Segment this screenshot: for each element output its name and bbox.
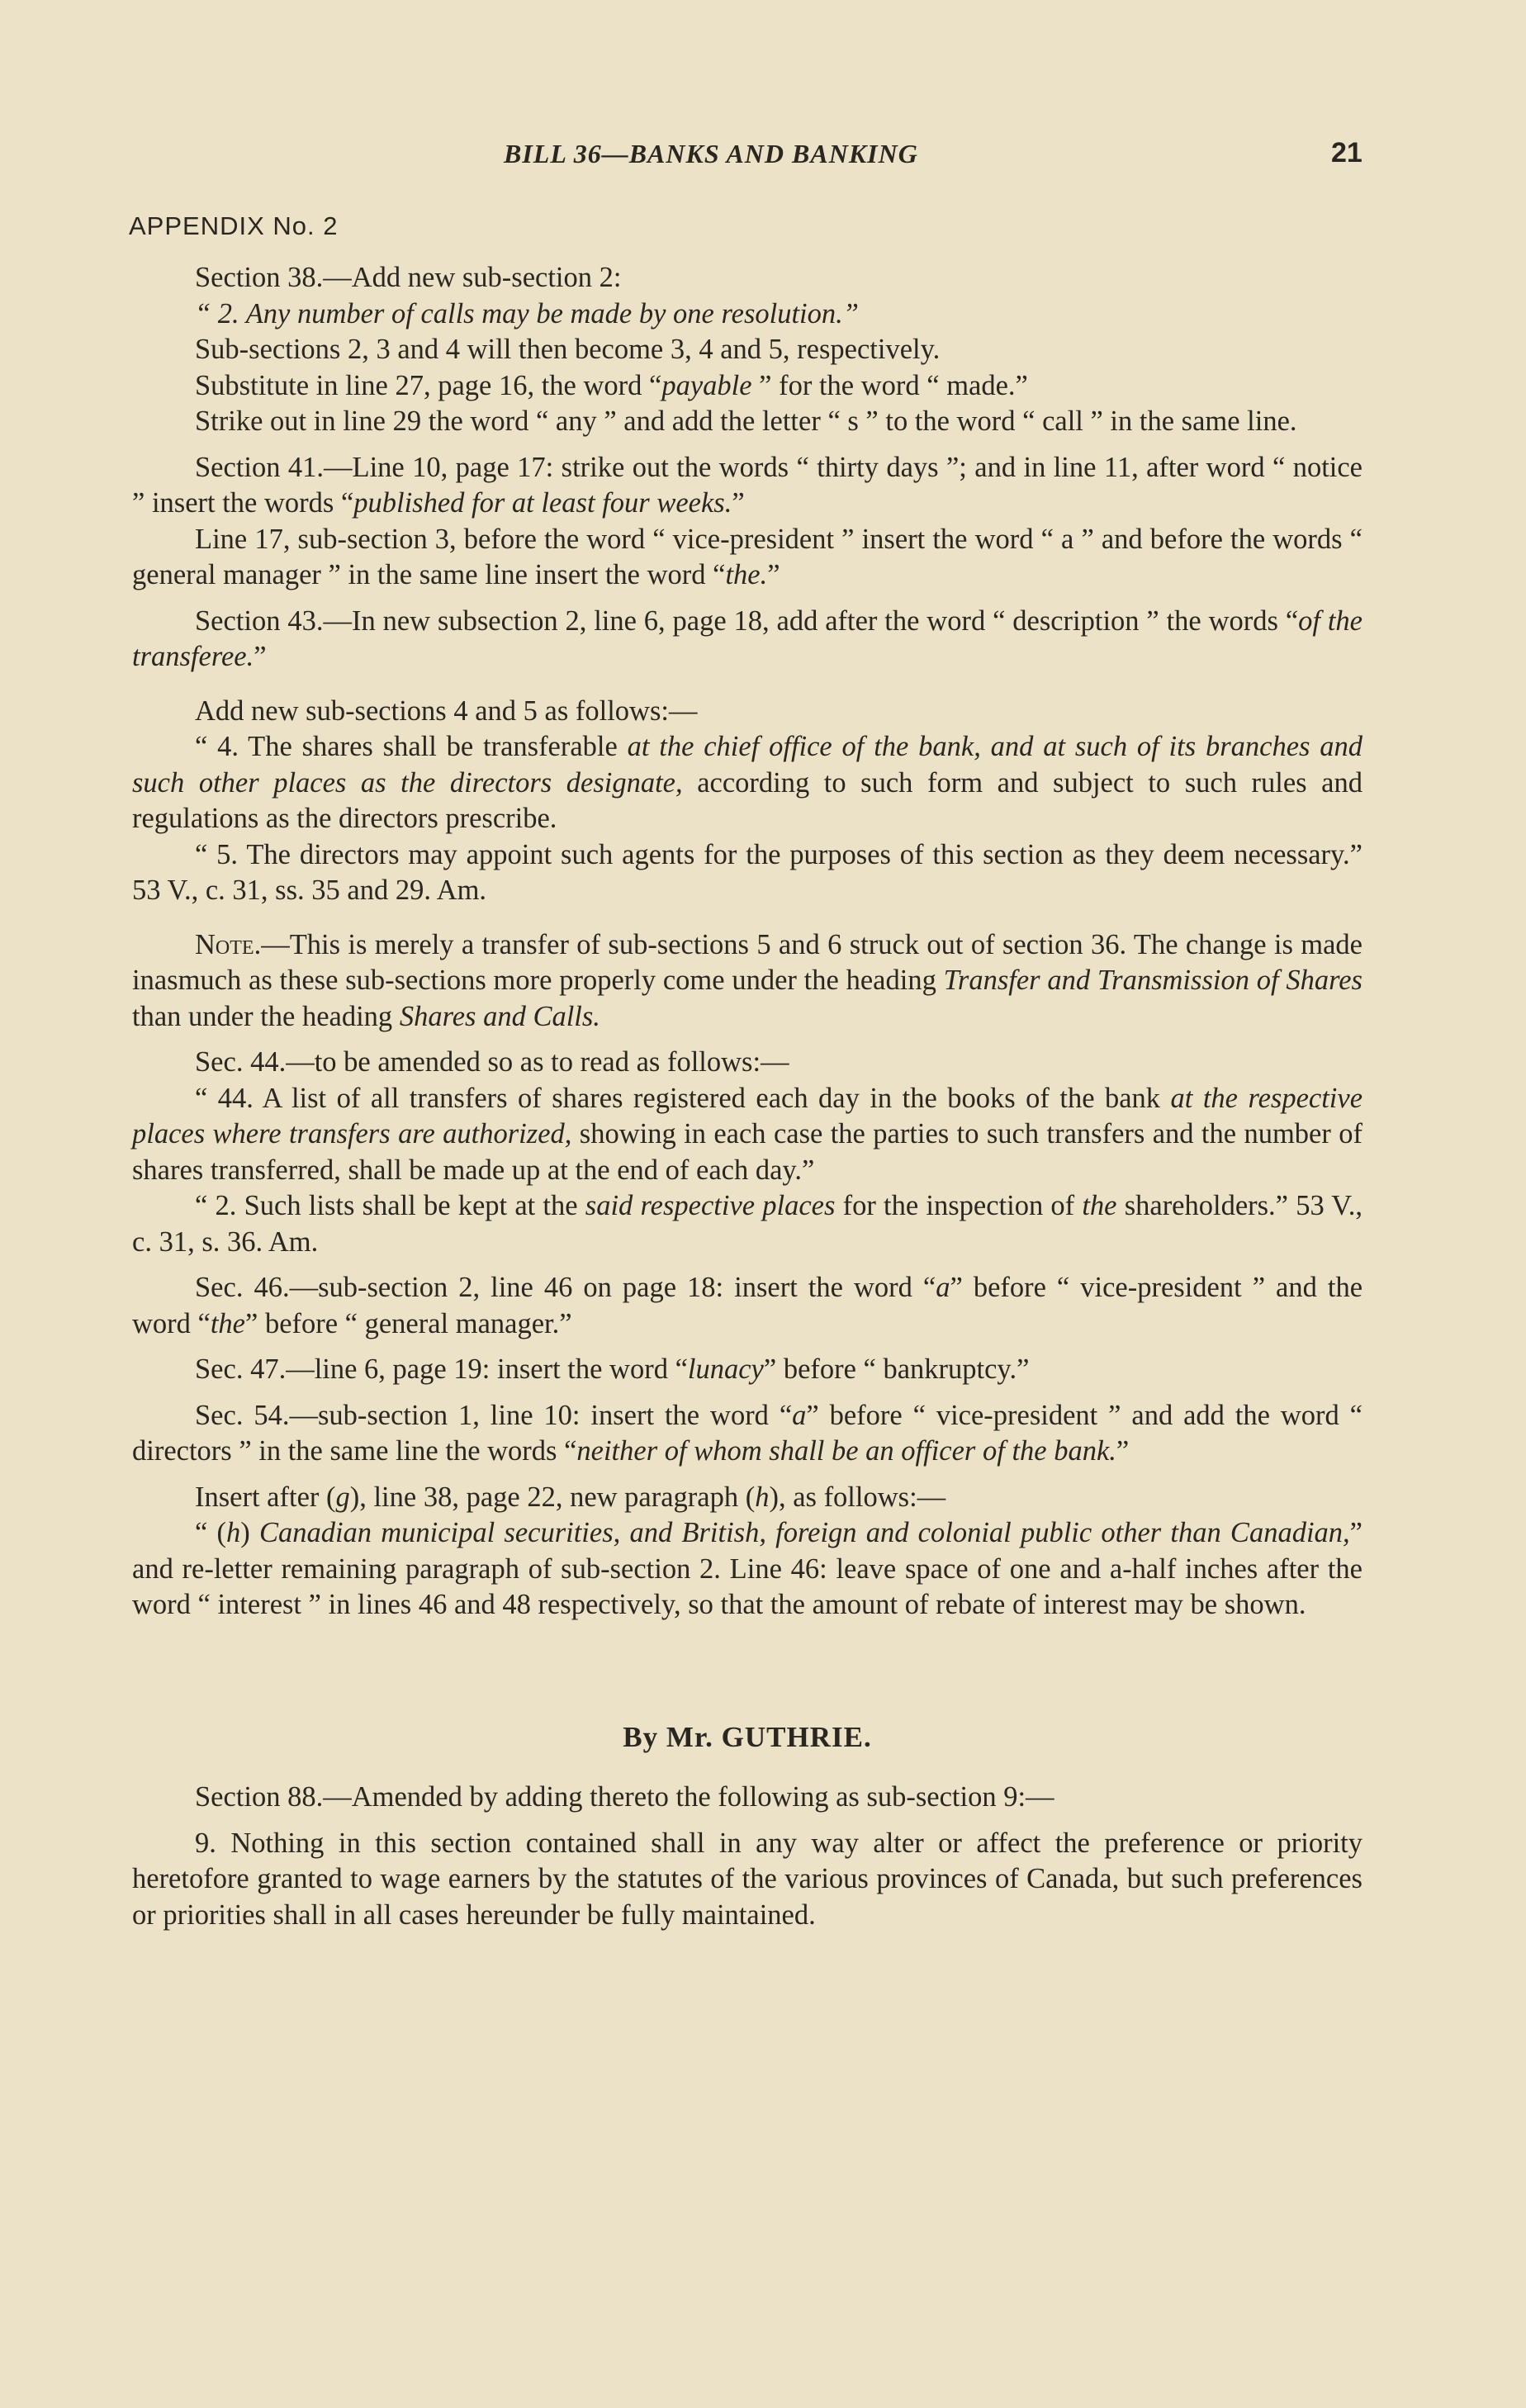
paragraph-sec-54: Sec. 54.—sub-section 1, line 10: insert the word “a” before “ vice-president ” and add the word “ directors ” in the same line the words “neither of whom shall be an officer of the bank.” (132, 1399, 1362, 1467)
paragraph-sec-44: Sec. 44.—to be amended so as to read as follows:— (195, 1046, 789, 1078)
paragraph-sec-46: Sec. 46.—sub-section 2, line 46 on page 18: insert the word “a” before “ vice-president ” and the word “the” before “ general manager.” (132, 1272, 1363, 1339)
paragraph-44-quote: “ 44. A list of all transfers of shares registered each day in the books of the bank at the respective places where transfers are authorized, showing in each case the parties to such transfers and the number of shares transferred, shall be made up at the end of each day.” (132, 1082, 1363, 1186)
paragraph-add-subsections: Add new sub-sections 4 and 5 as follows:— (195, 694, 698, 727)
paragraph-section-38: Section 38.—Add new sub-section 2: (195, 262, 622, 293)
paragraph-subsection-2-quote: “ 2. Any number of calls may be made by one resolution.” (195, 297, 859, 329)
paragraph-h-quote: “ (h) Canadian municipal securities, and British, foreign and colonial public other than Canadian,” and re-letter remaining paragraph of sub-section 2. Line 46: leave space of one and a-half inches after the word “ interest ” in lines 46 and 48 respectively, so that the amount of rebate of interest may be shown. (132, 1517, 1362, 1620)
paragraph-subsection-4: “ 4. The shares shall be transferable at the chief office of the bank, and at such of its branches and such other places as the directors designate, according to such form and subject to such rules and regulations as the directors prescribe. (132, 731, 1362, 834)
paragraph-section-88: Section 88.—Amended by adding thereto the following as sub-section 9:— (195, 1781, 1054, 1813)
appendix-label: APPENDIX No. 2 (129, 211, 339, 240)
page-number: 21 (1331, 137, 1362, 168)
paragraph-substitute: Substitute in line 27, page 16, the word “payable ” for the word “ made.” (195, 369, 1028, 401)
document-body (132, 260, 1362, 1933)
byline-guthrie: By Mr. GUTHRIE. (623, 1720, 872, 1753)
paragraph-renumber: Sub-sections 2, 3 and 4 will then become 3, 4 and 5, respectively. (195, 334, 941, 365)
paragraph-line-17: Line 17, sub-section 3, before the word “ vice-president ” insert the word “ a ” and before the words “ general manager ” in the same line insert the word “the.” (132, 523, 1362, 590)
paragraph-section-41: Section 41.—Line 10, page 17: strike out the words “ thirty days ”; and in line 11, after word “ notice ” insert the words “published for at least four weeks.” (132, 451, 1362, 519)
running-header-title: BILL 36—BANKS AND BANKING (504, 139, 918, 168)
paragraph-insert-after: Insert after (g), line 38, page 22, new paragraph (h), as follows:— (195, 1481, 946, 1513)
paragraph-44-2-quote: “ 2. Such lists shall be kept at the said respective places for the inspection of the shareholders.” 53 V., c. 31, s. 36. Am. (132, 1190, 1362, 1258)
paragraph-subsection-9: 9. Nothing in this section contained shall in any way alter or affect the preference or priority heretofore granted to wage earners by the statutes of the various provinces of Canada, but such preferences or priorities shall in all cases hereunder be fully maintained. (132, 1827, 1362, 1931)
paragraph-sec-47: Sec. 47.—line 6, page 19: insert the word “lunacy” before “ bankruptcy.” (195, 1353, 1030, 1385)
paragraph-strike-out: Strike out in line 29 the word “ any ” and add the letter “ s ” to the word “ call ” in the same line. (195, 405, 1297, 437)
paragraph-note: Note.—This is merely a transfer of sub-sections 5 and 6 struck out of section 36. The change is made inasmuch as these sub-sections more properly come under the heading Transfer and Transmission of Shares than under the heading Shares and Calls. (132, 928, 1362, 1032)
paragraph-section-43: Section 43.—In new subsection 2, line 6, page 18, add after the word “ description ” the words “of the transferee.” (132, 604, 1362, 672)
paragraph-subsection-5: “ 5. The directors may appoint such agents for the purposes of this section as they deem necessary.” 53 V., c. 31, ss. 35 and 29. Am. (132, 838, 1362, 906)
